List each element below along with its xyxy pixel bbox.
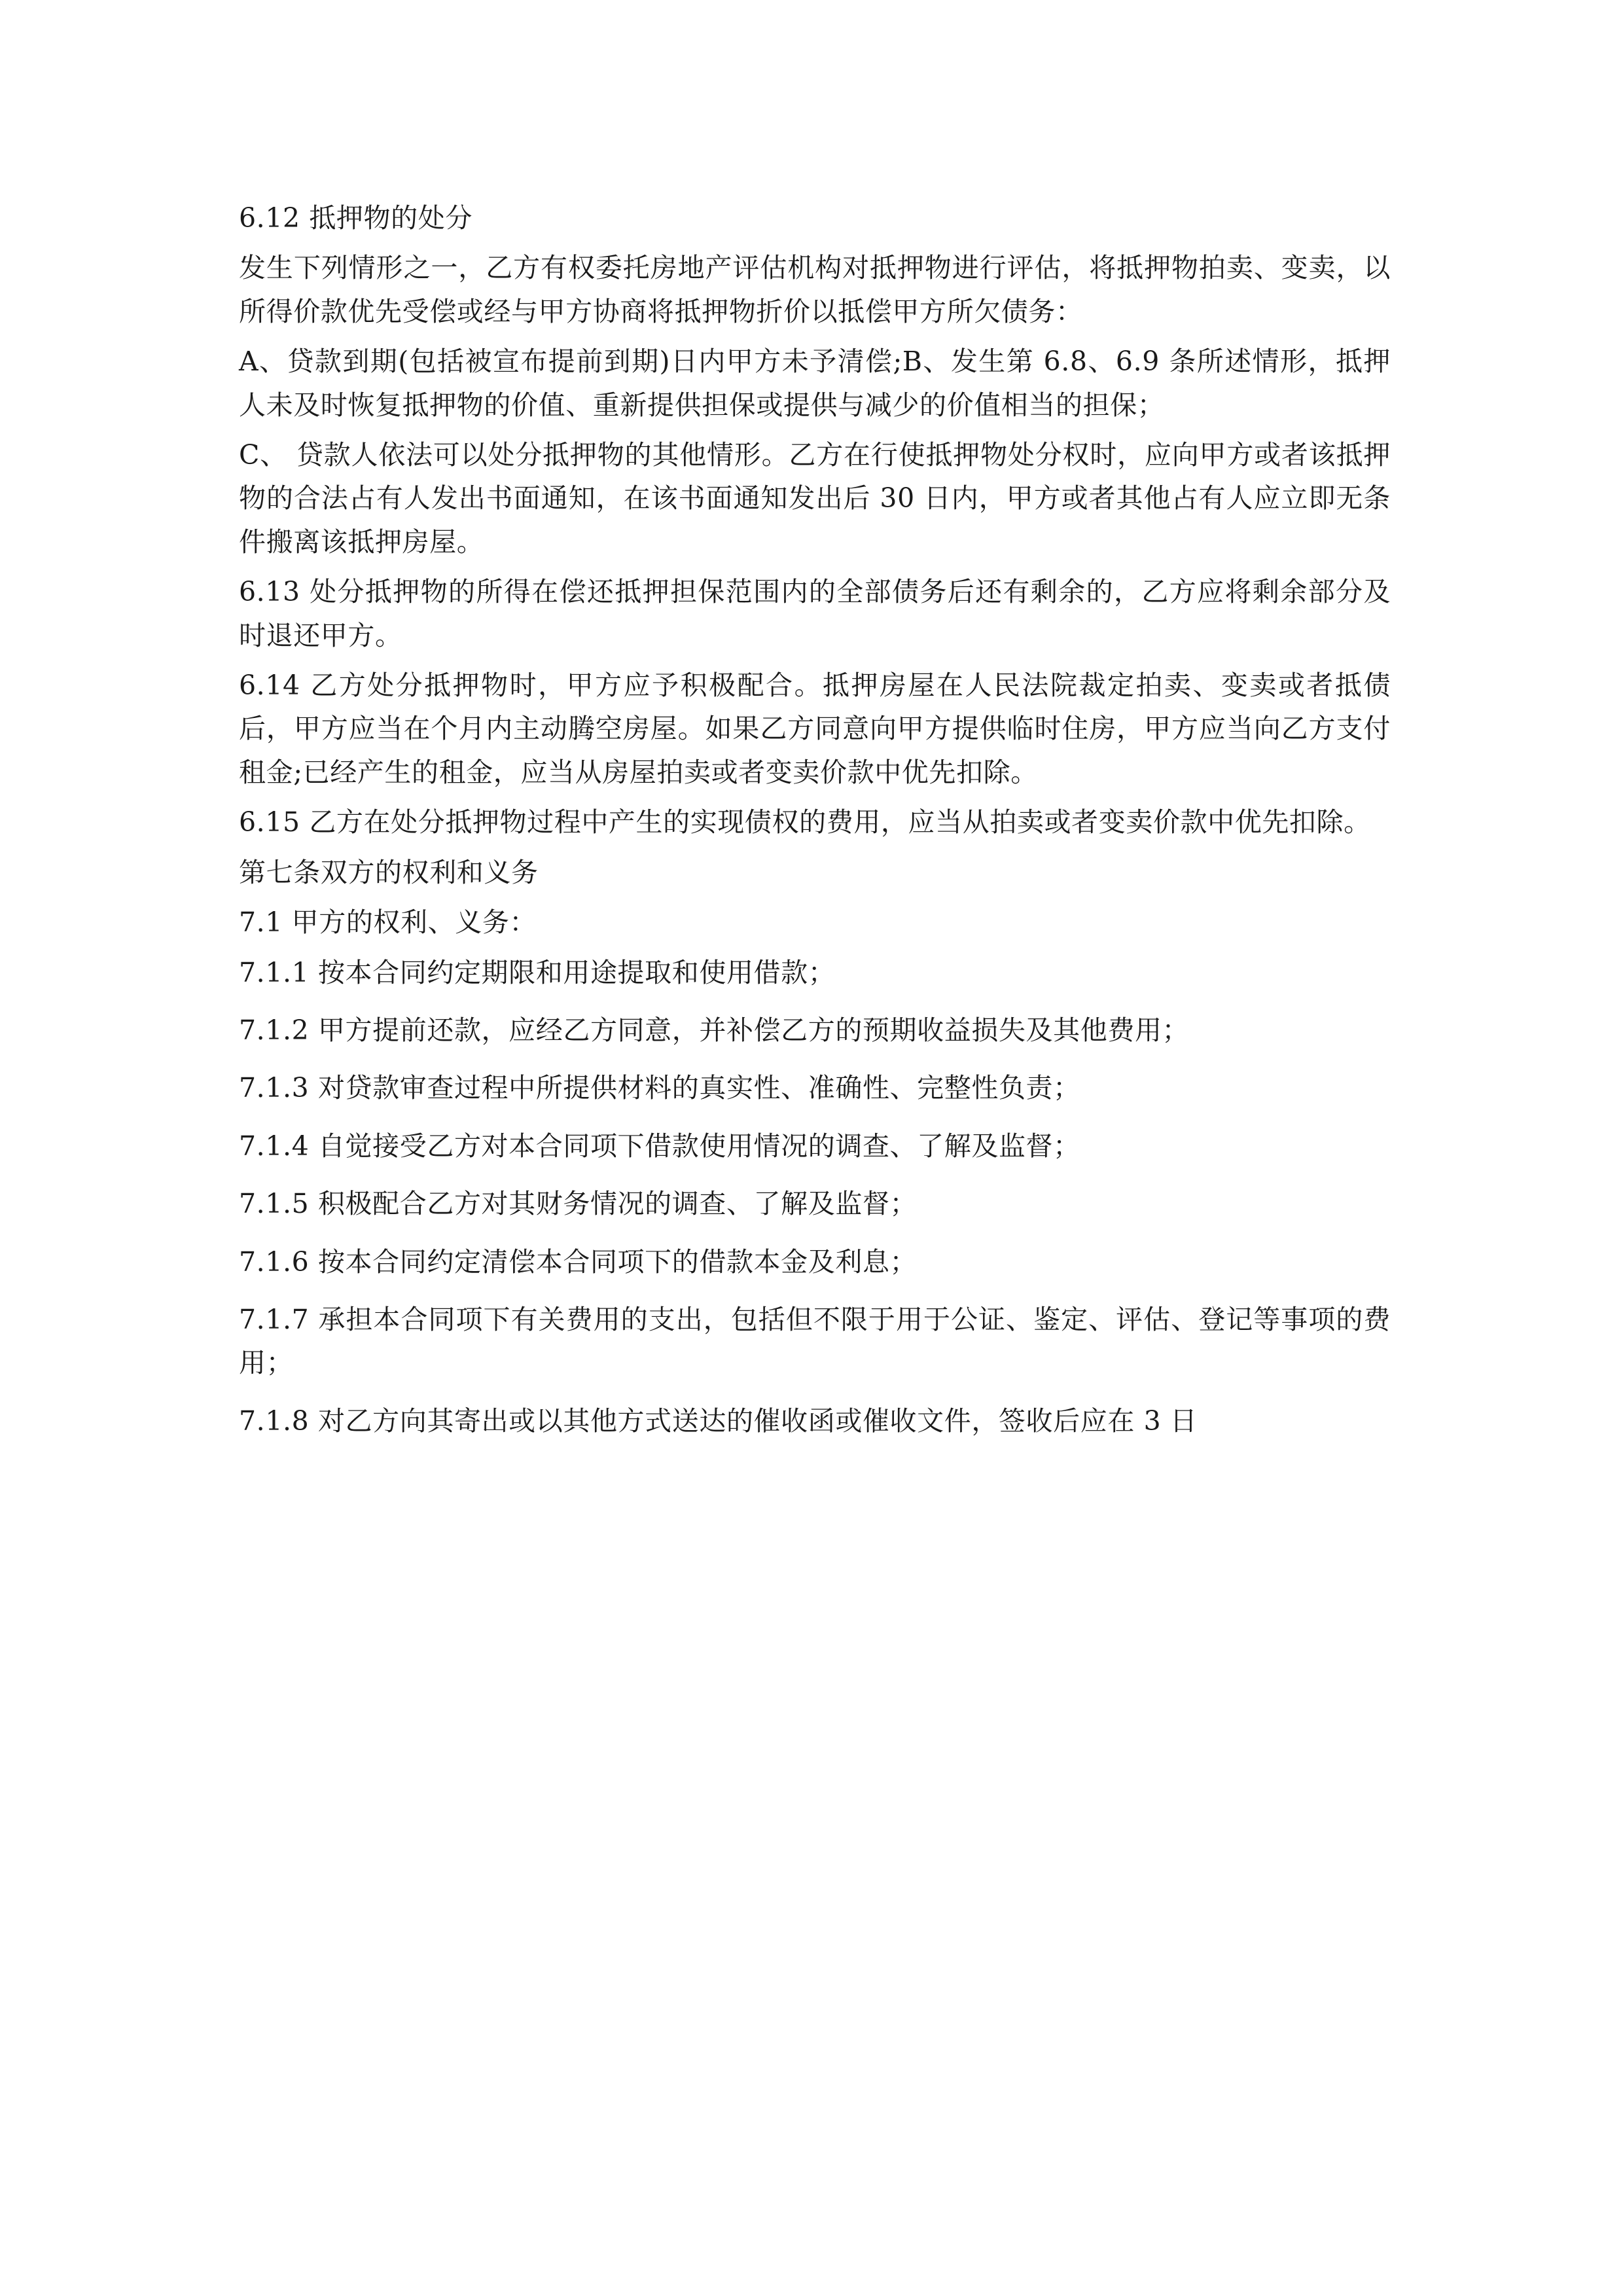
paragraph-7-1: 7.1 甲方的权利、义务： [239,906,537,939]
paragraph-7-1-5: 7.1.5 积极配合乙方对其财务情况的调查、了解及监督； [239,1188,918,1220]
paragraph-6-13: 6.13 处分抵押物的所得在偿还抵押担保范围内的全部债务后还有剩余的，乙方应将剩余部分及时退还甲方。 [239,576,1391,651]
paragraph-6-15: 6.15 乙方在处分抵押物过程中产生的实现债权的费用，应当从拍卖或者变卖价款中优先扣除。 [239,806,1371,838]
paragraph-7-1-7: 7.1.7 承担本合同项下有关费用的支出，包括但不限于用于公证、鉴定、评估、登记等事项的费用； [239,1303,1391,1379]
paragraph-7-1-4: 7.1.4 自觉接受乙方对本合同项下借款使用情况的调查、了解及监督； [239,1130,1080,1162]
paragraph-7-1-2: 7.1.2 甲方提前还款，应经乙方同意，并补偿乙方的预期收益损失及其他费用； [239,1014,1190,1046]
paragraph-7-1-6: 7.1.6 按本合同约定清偿本合同项下的借款本金及利息； [239,1246,918,1278]
paragraph-6-14: 6.14 乙方处分抵押物时，甲方应予积极配合。抵押房屋在人民法院裁定拍卖、变卖或者抵债后，甲方应当在个月内主动腾空房屋。如果乙方同意向甲方提供临时住房，甲方应当向乙方支付租金;已经产生的租金，应当从房屋拍卖或者变卖价款中优先扣除。 [239,670,1391,788]
paragraph-6-12-body: 发生下列情形之一，乙方有权委托房地产评估机构对抵押物进行评估，将抵押物拍卖、变卖，以所得价款优先受偿或经与甲方协商将抵押物折价以抵偿甲方所欠债务： [239,252,1391,327]
document-body [239,196,1391,1449]
section-7-heading: 第七条双方的权利和义务 [239,856,539,888]
paragraph-7-1-8: 7.1.8 对乙方向其寄出或以其他方式送达的催收函或催收文件，签收后应在 3 日 [239,1405,1198,1437]
paragraph-7-1-1: 7.1.1 按本合同约定期限和用途提取和使用借款； [239,956,836,988]
paragraph-6-12-item-c: C、 贷款人依法可以处分抵押物的其他情形。乙方在行使抵押物处分权时，应向甲方或者该抵押物的合法占有人发出书面通知，在该书面通知发出后 30 日内，甲方或者其他占有人应立即无条件搬离该抵押房屋。 [239,439,1391,558]
paragraph-6-12-heading: 6.12 抵押物的处分 [239,202,473,234]
paragraph-7-1-3: 7.1.3 对贷款审查过程中所提供材料的真实性、准确性、完整性负责； [239,1072,1080,1104]
paragraph-6-12-item-a: A、贷款到期(包括被宣布提前到期)日内甲方未予清偿;B、发生第 6.8、6.9 条所述情形，抵押人未及时恢复抵押物的价值、重新提供担保或提供与减少的价值相当的担保； [239,346,1391,421]
